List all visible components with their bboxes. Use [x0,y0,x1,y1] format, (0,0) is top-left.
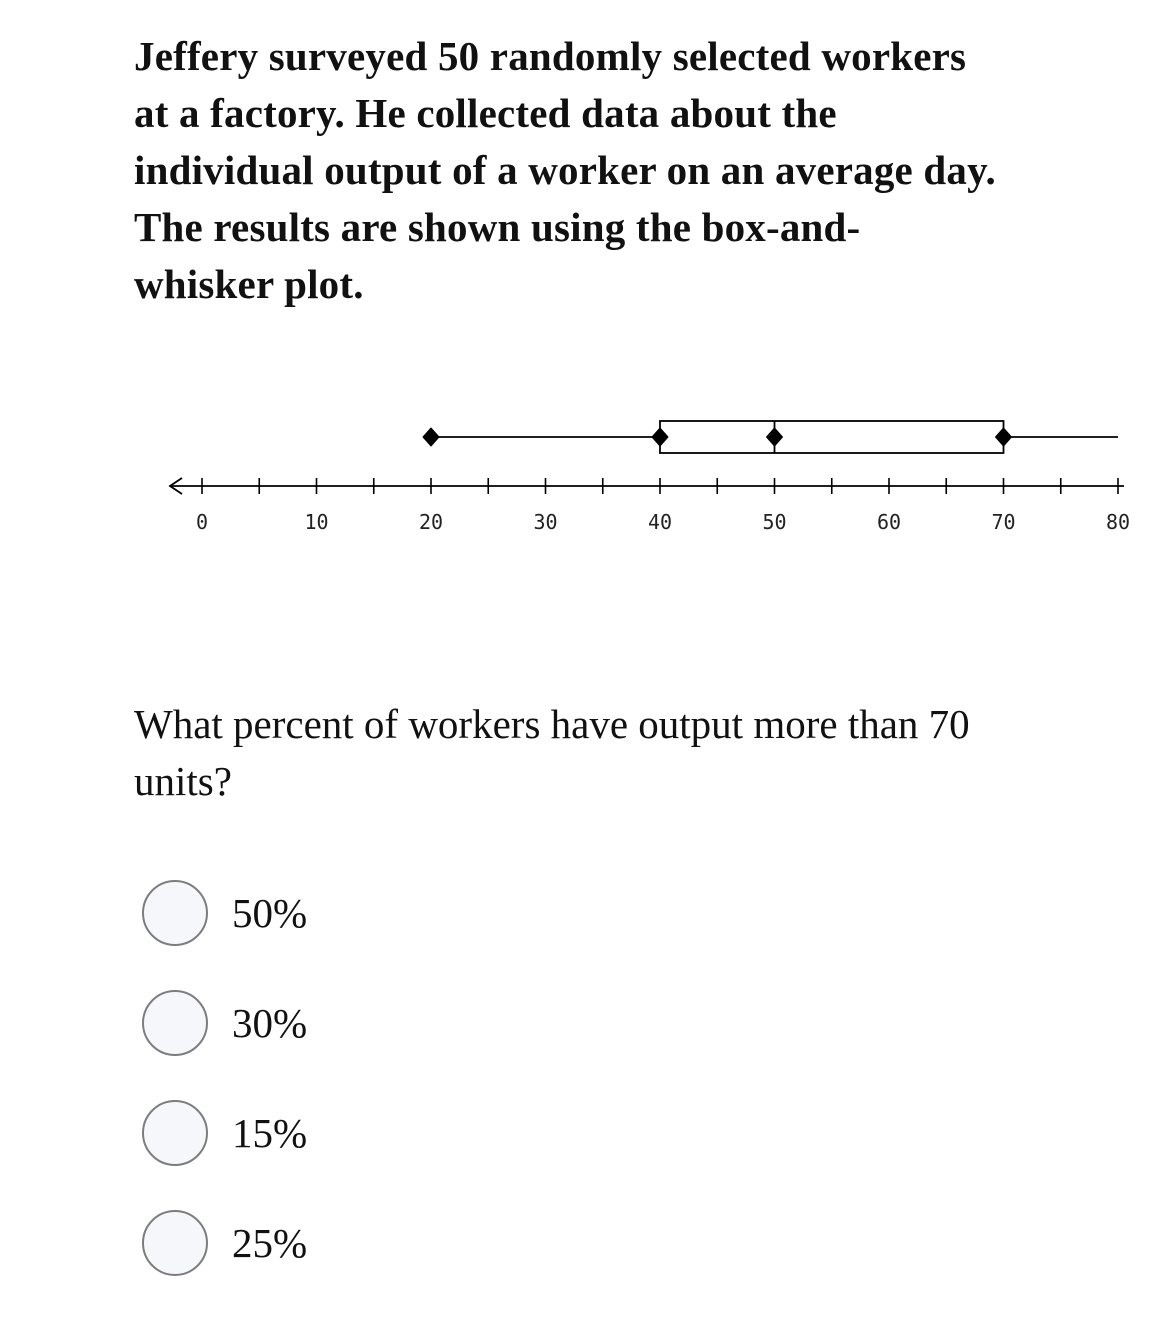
box-plot-svg [0,400,1170,560]
tick-label: 50 [762,510,787,534]
tick-label: 80 [1105,510,1131,534]
answer-option-label: 25% [232,1220,308,1266]
radio-button[interactable] [142,1100,208,1166]
tick-label: 60 [876,510,902,534]
box-and-whisker-plot [0,400,1170,560]
answer-option-1[interactable] [142,878,307,948]
question-line: What percent of workers have output more than 70 [134,701,970,747]
tick-label: 70 [991,510,1016,534]
question-prompt [134,28,1124,313]
prompt-line: at a factory. He collected data about the [134,90,837,136]
prompt-line: whisker plot. [134,261,364,307]
tick-label: 20 [418,510,444,534]
answer-option-2[interactable] [142,988,307,1058]
answer-option-label: 15% [232,1110,308,1156]
answer-options [142,878,307,1318]
tick-label: 40 [647,510,673,534]
interquartile-box [660,421,1004,453]
answer-option-label: 50% [232,890,308,936]
answer-option-3[interactable] [142,1098,307,1168]
data-point-marker [767,428,783,446]
answer-option-label: 30% [232,1000,308,1046]
data-point-marker [996,428,1012,446]
question-line: units? [134,758,232,804]
tick-label: 10 [304,510,329,534]
question-text [134,696,1134,810]
tick-label: 30 [533,510,558,534]
radio-button[interactable] [142,880,208,946]
data-point-marker [652,428,668,446]
radio-button[interactable] [142,990,208,1056]
prompt-line: individual output of a worker on an average day. [134,147,996,193]
radio-button[interactable] [142,1210,208,1276]
answer-option-4[interactable] [142,1208,307,1278]
tick-label: 0 [195,510,209,534]
data-point-marker [423,428,439,446]
prompt-line: Jeffery surveyed 50 randomly selected workers [134,33,967,79]
prompt-line: The results are shown using the box-and- [134,204,861,250]
